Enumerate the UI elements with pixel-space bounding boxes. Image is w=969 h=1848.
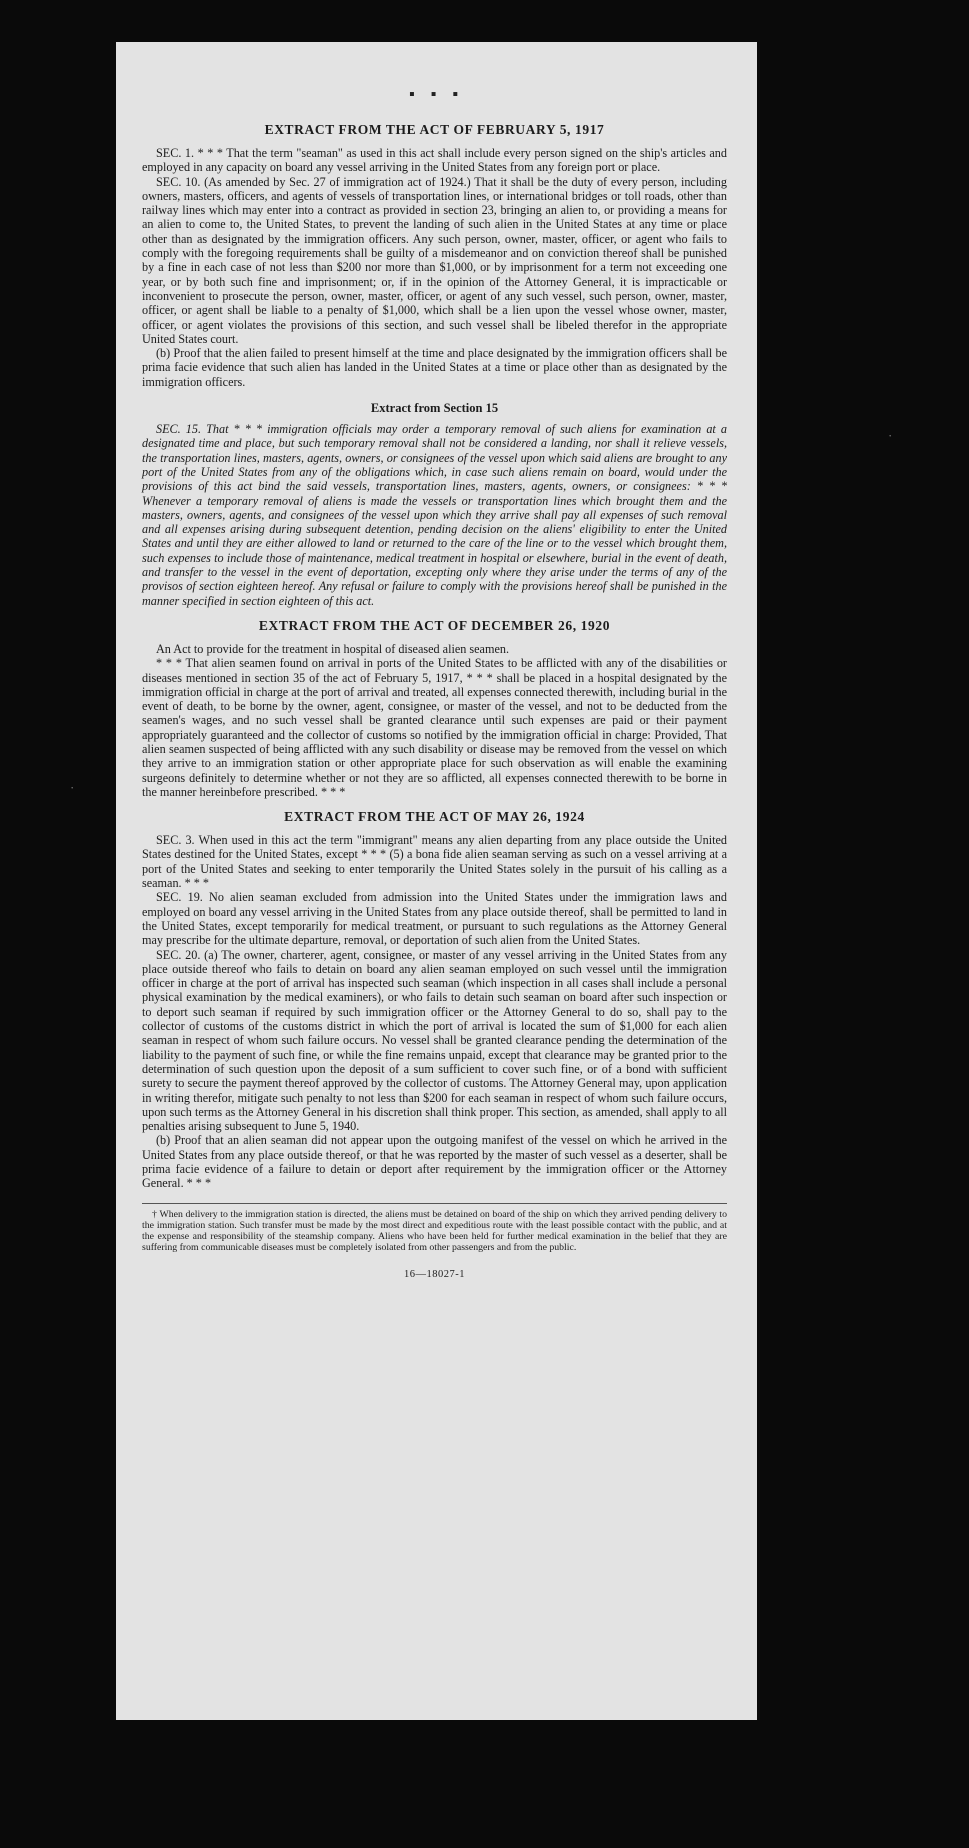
paragraph-sec-3: SEC. 3. When used in this act the term "immigrant" means any alien departing from any place outside the United States destined for the United States, except * * * (5) a bona fide alien seaman serving as such on a vessel arriving at a port of the United States and seeking to enter temporarily the United States solely in the pursuit of his calling as a seaman. * * *: [142, 833, 727, 891]
document-page: [116, 42, 757, 1720]
heading-act-1924: EXTRACT FROM THE ACT OF MAY 26, 1924: [284, 809, 585, 825]
scan-speck: ·: [70, 780, 75, 795]
heading-act-1920: EXTRACT FROM THE ACT OF DECEMBER 26, 1920: [258, 617, 611, 633]
paragraph-sec-15: SEC. 15. That * * * immigration officials may order a temporary removal of such aliens for examination at a designated time and place, but such temporary removal shall not be considered a landing, nor shall it relieve vessels, the transportation lines, masters, agents, owners, or consignees of the vessel upon which said aliens are brought to any port of the United States from any of the obligations which, in case such aliens remain on board, would under the provisions of this act bind the said vessels, transportation lines, masters, agents, owners, or consignees: * * * Whenever a temporary removal of aliens is made the vessels or transportation lines which brought them and the masters, owners, agents, and consignees of the vessel upon which they arrive shall pay all expenses of such removal and all expenses arising during subsequent detention, pending decision on the aliens' eligibility to enter the United States and until they are either allowed to land or returned to the care of the line or to the vessel which brought them, such expenses to include those of maintenance, medical treatment in hospital or elsewhere, burial in the event of death, and transfer to the vessel in the event of deportation, excepting only where they arise under the terms of any of the provisos of section eighteen hereof. Any refusal or failure to comply with the provisions hereof shall be punished in the manner specified in section eighteen of this act.: [142, 422, 727, 608]
heading-section-15: Extract from Section 15: [370, 401, 499, 416]
scan-speck: ·: [888, 428, 893, 443]
top-marks: ▪ ▪ ▪: [408, 86, 464, 103]
paragraph-sec-10-b: (b) Proof that the alien failed to present himself at the time and place designated by the immigration officers shall be prima facie evidence that such alien has landed in the United States at a time or place other than as designated by the immigration officers.: [142, 346, 727, 389]
paragraph-sec-10: SEC. 10. (As amended by Sec. 27 of immigration act of 1924.) That it shall be the duty of every person, including owners, masters, officers, and agents of vessels of transportation lines, or international bridges or toll roads, other than railway lines which may enter into a contract as provided in section 23, bringing an alien to, or providing a means for an alien to come to, the United States, to prevent the landing of such alien in the United States at any time or place other than as designated by the immigration officers. Any such person, owner, master, officer, or agent who fails to comply with the foregoing requirements shall be guilty of a misdemeanor and on conviction thereof shall be punished by a fine in each case of not less than $200 nor more than $1,000, or by imprisonment for a term not exceeding one year, or by both such fine and imprisonment; or, if in the opinion of the Attorney General, it is impracticable or inconvenient to prosecute the person, owner, master, officer, or agent of any such vessel, such person, owner, master, officer, or agent shall be liable to a penalty of $1,000, which shall be a lien upon the vessel whose owner, master, officer, or agent violates the provisions of this section, and such vessel shall be libeled therefor in the appropriate United States court.: [142, 174, 727, 346]
paragraph-act-1920-title: An Act to provide for the treatment in hospital of diseased alien seamen.: [156, 641, 509, 656]
form-number: 16—18027-1: [404, 1269, 465, 1281]
paragraph-sec-1: SEC. 1. * * * That the term "seaman" as used in this act shall include every person signed on the ship's articles and employed in any capacity on board any vessel arriving in the United States from any foreign port or place.: [142, 146, 727, 175]
paragraph-sec-20-b: (b) Proof that an alien seaman did not appear upon the outgoing manifest of the vessel on which he arrived in the United States from any place outside thereof, or that he was reported by the master of such vessel as a deserter, shall be prima facie evidence of a failure to detain or deport after requirement by the immigration officer or the Attorney General. * * *: [142, 1133, 727, 1191]
paragraph-sec-19: SEC. 19. No alien seaman excluded from admission into the United States under the immigration laws and employed on board any vessel arriving in the United States from any place outside thereof, shall be permitted to land in the United States, except temporarily for medical treatment, or pursuant to such regulations as the Attorney General may prescribe for the ultimate departure, removal, or deportation of such alien from the United States.: [142, 890, 727, 948]
footnote: † When delivery to the immigration station is directed, the aliens must be detained on board of the ship on which they arrived pending delivery to the immigration station. Such transfer must be made by the most direct and expeditious route with the least possible contact with the public, and at the expense and responsibility of the steamship company. Aliens who have been held for further medical examination in the belief that they are suffering from communicable diseases must be completely isolated from other passengers and from the public.: [142, 1203, 727, 1254]
paragraph-sec-20-a: SEC. 20. (a) The owner, charterer, agent, consignee, or master of any vessel arriving in the United States from any place outside thereof who fails to detain on board any alien seaman employed on such vessel until the immigration officer in charge at the port of arrival has inspected such seaman (which inspection in all cases shall include a personal physical examination by the medical examiners), or who fails to detain such seaman on board after such inspection or to deport such seaman if required by such immigration officer or the Attorney General to do so, shall pay to the collector of customs of the customs district in which the port of arrival is located the sum of $1,000 for each alien seaman in respect of whom such failure occurs. No vessel shall be granted clearance pending the determination of the liability to the payment of such fine, or while the fine remains unpaid, except that clearance may be granted prior to the determination of such question upon the deposit of a sum sufficient to cover such fine, or of a bond with sufficient surety to secure the payment thereof approved by the collector of customs. The Attorney General may, upon application in writing therefor, mitigate such penalty to not less than $200 for each seaman in respect of whom such failure occurs, upon such terms as the Attorney General in his discretion shall think proper. This section, as amended, shall apply to all penalties arising subsequent to June 5, 1940.: [142, 947, 727, 1134]
paragraph-act-1920-body: * * * That alien seamen found on arrival in ports of the United States to be afflicted with any of the disabilities or diseases mentioned in section 35 of the act of February 5, 1917, * * * shall be placed in a hospital designated by the immigration official in charge at the port of arrival and treated, all expenses connected therewith, including burial in the event of death, to be borne by the owner, agent, consignee, or master of the vessel, and not to be deducted from the seamen's wages, and no such vessel shall be granted clearance until such expenses are paid or their payment appropriately guaranteed and the collector of customs so notified by the immigration official in charge: Provided, That alien seamen suspected of being afflicted with any such disability or disease may be removed from the vessel on which they arrive to an immigration station or other appropriate place for such observation as will enable the examining surgeons definitely to determine whether or not they are so afflicted, all expenses connected therewith to be borne in the manner hereinbefore prescribed. * * *: [142, 656, 727, 799]
heading-act-1917: EXTRACT FROM THE ACT OF FEBRUARY 5, 1917: [264, 122, 605, 137]
